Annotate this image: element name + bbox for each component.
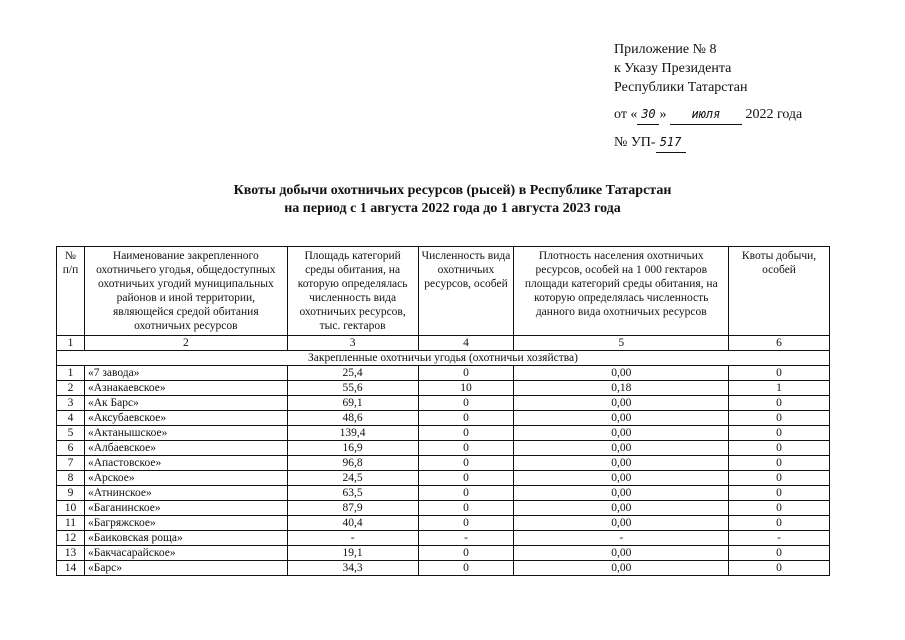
row-population: 0 xyxy=(418,561,514,576)
row-density: 0,00 xyxy=(514,501,729,516)
column-number: 4 xyxy=(418,336,514,351)
appendix-line-1: Приложение № 8 xyxy=(614,42,717,57)
row-name: «Багряжское» xyxy=(84,516,287,531)
section-title: Закрепленные охотничьи угодья (охотничьи хозяйства) xyxy=(57,351,830,366)
row-number: 5 xyxy=(57,426,85,441)
row-area: 63,5 xyxy=(287,486,418,501)
table-row xyxy=(57,441,830,456)
appendix-line-3: Республики Татарстан xyxy=(614,80,748,95)
appendix-date xyxy=(614,105,802,125)
title-line-1: Квоты добычи охотничьих ресурсов (рысей) в Республике Татарстан xyxy=(233,183,672,198)
date-year: 2022 года xyxy=(745,107,803,122)
row-quota: - xyxy=(729,531,830,546)
row-quota: 0 xyxy=(729,426,830,441)
row-density: 0,00 xyxy=(514,456,729,471)
row-name: «Бакчасарайское» xyxy=(84,546,287,561)
row-quota: 0 xyxy=(729,366,830,381)
table-row xyxy=(57,471,830,486)
row-population: 0 xyxy=(418,411,514,426)
row-area: 25,4 xyxy=(287,366,418,381)
row-area: 24,5 xyxy=(287,471,418,486)
column-number: 2 xyxy=(84,336,287,351)
row-area: 69,1 xyxy=(287,396,418,411)
row-area: 55,6 xyxy=(287,381,418,396)
table-body xyxy=(57,366,830,576)
row-density: 0,00 xyxy=(514,471,729,486)
row-population: 0 xyxy=(418,396,514,411)
column-number: 6 xyxy=(729,336,830,351)
row-name: «Аксубаевское» xyxy=(84,411,287,426)
row-quota: 0 xyxy=(729,441,830,456)
row-quota: 0 xyxy=(729,546,830,561)
row-quota: 1 xyxy=(729,381,830,396)
appendix-number xyxy=(614,133,802,153)
row-density: 0,00 xyxy=(514,486,729,501)
row-name: «Ак Барс» xyxy=(84,396,287,411)
row-density: 0,00 xyxy=(514,366,729,381)
header-number: № п/п xyxy=(57,247,85,336)
table-row xyxy=(57,561,830,576)
row-population: 0 xyxy=(418,516,514,531)
date-mid: » xyxy=(659,107,667,122)
row-area: 96,8 xyxy=(287,456,418,471)
date-month: июля xyxy=(670,105,742,125)
table-row xyxy=(57,546,830,561)
row-name: «Албаевское» xyxy=(84,441,287,456)
row-quota: 0 xyxy=(729,411,830,426)
row-name: «Барс» xyxy=(84,561,287,576)
row-name: «Азнакаевское» xyxy=(84,381,287,396)
document-title xyxy=(0,182,905,218)
row-area: 34,3 xyxy=(287,561,418,576)
row-population: 0 xyxy=(418,426,514,441)
row-number: 4 xyxy=(57,411,85,426)
number-prefix: № УП- xyxy=(614,135,656,150)
row-area: - xyxy=(287,531,418,546)
title-line-2: на период с 1 августа 2022 года до 1 августа 2023 года xyxy=(284,201,621,216)
row-number: 6 xyxy=(57,441,85,456)
row-quota: 0 xyxy=(729,561,830,576)
row-density: 0,00 xyxy=(514,561,729,576)
row-population: 0 xyxy=(418,486,514,501)
section-row xyxy=(57,351,830,366)
row-number: 2 xyxy=(57,381,85,396)
row-quota: 0 xyxy=(729,471,830,486)
row-population: 0 xyxy=(418,366,514,381)
row-area: 87,9 xyxy=(287,501,418,516)
row-number: 9 xyxy=(57,486,85,501)
row-population: 0 xyxy=(418,546,514,561)
row-quota: 0 xyxy=(729,516,830,531)
table-row xyxy=(57,501,830,516)
row-name: «7 завода» xyxy=(84,366,287,381)
row-number: 3 xyxy=(57,396,85,411)
header-area: Площадь категорий среды обитания, на которую определялась численность вида охотничьих ресурсов, тыс. гектаров xyxy=(287,247,418,336)
row-area: 48,6 xyxy=(287,411,418,426)
row-area: 19,1 xyxy=(287,546,418,561)
table-row xyxy=(57,516,830,531)
row-population: 0 xyxy=(418,501,514,516)
row-density: 0,00 xyxy=(514,411,729,426)
row-area: 40,4 xyxy=(287,516,418,531)
row-name: «Баиковская роща» xyxy=(84,531,287,546)
header-quota: Квоты добычи, особей xyxy=(729,247,830,336)
table-row xyxy=(57,411,830,426)
table-row xyxy=(57,396,830,411)
column-number: 3 xyxy=(287,336,418,351)
table-header-row xyxy=(57,247,830,336)
row-number: 12 xyxy=(57,531,85,546)
row-population: 10 xyxy=(418,381,514,396)
row-number: 13 xyxy=(57,546,85,561)
row-quota: 0 xyxy=(729,396,830,411)
quota-table xyxy=(56,246,830,576)
row-area: 16,9 xyxy=(287,441,418,456)
row-number: 10 xyxy=(57,501,85,516)
date-day: 30 xyxy=(637,105,659,125)
table-row xyxy=(57,456,830,471)
row-population: 0 xyxy=(418,441,514,456)
row-density: 0,18 xyxy=(514,381,729,396)
header-density: Плотность населения охотничьих ресурсов, особей на 1 000 гектаров площади категорий среды обитания, на которую определялась численность данного вида охотничьих ресурсов xyxy=(514,247,729,336)
row-quota: 0 xyxy=(729,501,830,516)
row-name: «Апастовское» xyxy=(84,456,287,471)
column-number: 5 xyxy=(514,336,729,351)
row-name: «Баганинское» xyxy=(84,501,287,516)
row-number: 11 xyxy=(57,516,85,531)
row-name: «Арское» xyxy=(84,471,287,486)
column-number-row xyxy=(57,336,830,351)
row-population: 0 xyxy=(418,456,514,471)
table-row xyxy=(57,381,830,396)
row-number: 14 xyxy=(57,561,85,576)
row-density: 0,00 xyxy=(514,396,729,411)
row-name: «Атнинское» xyxy=(84,486,287,501)
date-prefix: от « xyxy=(614,107,638,122)
row-area: 139,4 xyxy=(287,426,418,441)
row-number: 1 xyxy=(57,366,85,381)
row-density: 0,00 xyxy=(514,426,729,441)
appendix-line-2: к Указу Президента xyxy=(614,61,732,76)
row-number: 7 xyxy=(57,456,85,471)
row-quota: 0 xyxy=(729,456,830,471)
row-quota: 0 xyxy=(729,486,830,501)
row-density: 0,00 xyxy=(514,516,729,531)
row-density: 0,00 xyxy=(514,441,729,456)
table-row xyxy=(57,486,830,501)
row-density: - xyxy=(514,531,729,546)
table-row xyxy=(57,426,830,441)
appendix-block xyxy=(614,40,802,153)
row-number: 8 xyxy=(57,471,85,486)
header-population: Численность вида охотничьих ресурсов, особей xyxy=(418,247,514,336)
number-value: 517 xyxy=(656,133,686,153)
table-row xyxy=(57,366,830,381)
header-name: Наименование закрепленного охотничьего угодья, общедоступных охотничьих угодий муниципальных районов и иной территории, являющейся средой обитания охотничьих ресурсов xyxy=(84,247,287,336)
column-number: 1 xyxy=(57,336,85,351)
row-population: - xyxy=(418,531,514,546)
row-population: 0 xyxy=(418,471,514,486)
table-row xyxy=(57,531,830,546)
row-name: «Актанышское» xyxy=(84,426,287,441)
row-density: 0,00 xyxy=(514,546,729,561)
